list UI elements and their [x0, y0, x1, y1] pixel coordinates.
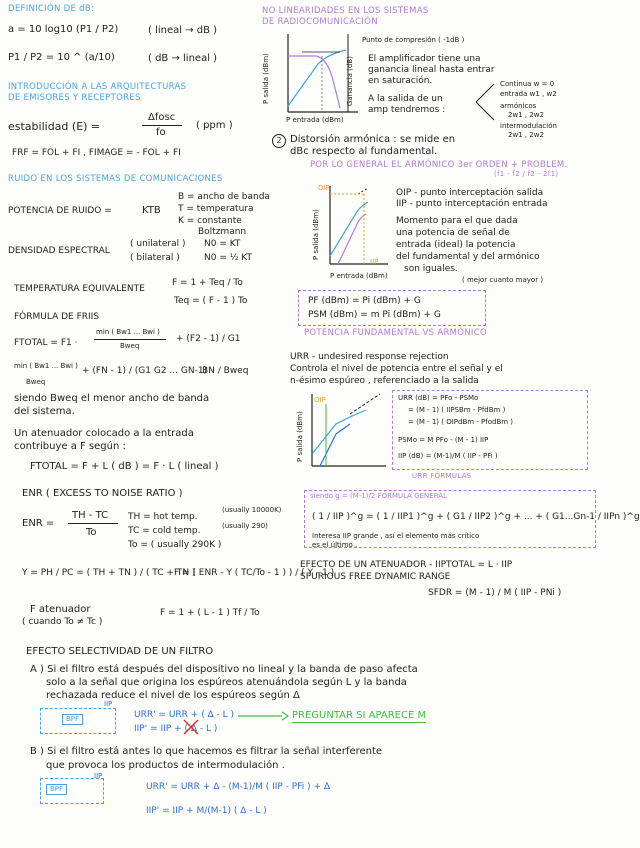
urr-line-3: n-ésimo espúreo , referenciado a la salida: [290, 376, 479, 386]
unilateral-eq: N0 = KT: [204, 239, 241, 249]
db-formula-1-note: ( lineal → dB ): [148, 25, 218, 36]
atenuador-eq: FTOTAL = F + L ( dB ) = F · L ( lineal ): [30, 461, 219, 472]
friis-term-2: + (F2 - 1) / G1: [176, 334, 241, 344]
friis-row2-b: + (FN - 1) / (G1 G2 ... GN-1) ·: [82, 366, 213, 376]
dist-number: 2: [272, 134, 286, 148]
fraction-line: [142, 125, 182, 126]
enr-to: To = ( usually 290K ): [128, 540, 222, 550]
filtro-title: EFECTO SELECTIVIDAD DE UN FILTRO: [26, 646, 214, 657]
iip-label-b: IIP: [94, 772, 103, 780]
siendo-1: siendo Bweq el menor ancho de banda: [14, 393, 210, 404]
estabilidad-unit: ( ppm ): [196, 120, 233, 131]
chart2-note-5: entrada (ideal) la potencia: [396, 240, 516, 250]
db-formula-2-note: ( dB → lineal ): [148, 53, 218, 64]
armonicos-list-2: armónicos: [500, 102, 537, 110]
unilateral: ( unilateral ): [130, 239, 186, 249]
bpf-block-b: BPF: [46, 784, 67, 795]
f-atenuador-2: ( cuando To ≠ Tc ): [22, 617, 103, 627]
general-note: POR LO GENERAL EL ARMÓNICO 3er ORDEN + PROBLEM.: [310, 160, 568, 170]
formula-friis: FÓRMULA DE FRIIS: [14, 312, 100, 322]
filtro-a-3: rechazada reduce el nivel de los espúreos según Δ: [46, 690, 300, 701]
fraction-line: [68, 523, 118, 524]
section-no-lineal-2: DE RADIOCOMUNICACIÓN: [262, 17, 378, 27]
urr-box-1: URR (dB) = PFo - PSMo: [398, 394, 479, 402]
chart2-note-4: una potencia de señal de: [396, 228, 510, 238]
urr-formulas: URR FÓRMULAS: [412, 472, 472, 480]
enr-f: F = ( ENR - Y ( TC/To - 1 ) ) / ( Y - 1 ): [174, 568, 335, 578]
friis-num: min ( Bw1 ... Bwi ): [96, 328, 160, 336]
siendo-2: del sistema.: [14, 406, 75, 417]
chart2-note-8: ( mejor cuanto mayor ): [462, 276, 544, 284]
bracket-arrows: [476, 82, 496, 122]
ruido-t: T = temperatura: [178, 204, 254, 214]
bpf-block-a: BPF: [62, 714, 83, 725]
chart2-note-2: IIP - punto interceptación entrada: [396, 199, 548, 209]
punto-compresion: Punto de compresión ( -1dB ): [362, 36, 465, 44]
section-ruido: RUIDO EN LOS SISTEMAS DE COMUNICACIONES: [8, 174, 223, 184]
enr-eq: ENR =: [22, 518, 55, 529]
bilateral: ( bilateral ): [130, 253, 180, 263]
general-eq: ( 1 / IIP )^g = ( 1 / IIP1 )^g + ( G1 / IIP2 )^g + ... + ( G1...Gn-1 / IIPn )^g: [312, 512, 640, 522]
urr-box-2: = (M - 1) ( IIPSBm - PfdBm ): [408, 406, 506, 414]
enr-eq-num: TH - TC: [72, 510, 109, 521]
teq-formula: F = 1 + Teq / To: [172, 278, 243, 288]
chart2-xlabel: P entrada (dBm): [330, 272, 388, 280]
nolin-text-3: en saturación.: [368, 76, 433, 86]
chart2-note-3: Momento para el que dada: [396, 216, 518, 226]
sfdr-eq: SFDR = (M - 1) / M ( IIP - PNi ): [428, 588, 562, 598]
friis-den-2: Bweq: [26, 378, 46, 386]
teq-formula-2: Teq = ( F - 1 ) To: [174, 296, 248, 306]
urr-box-4: PSMo = M PFo - (M - 1) IIP: [398, 436, 489, 444]
urr-chart: [306, 394, 386, 474]
chart2-note-6: del fundamental y del armónico: [396, 252, 540, 262]
enr-th: TH = hot temp.: [128, 512, 198, 522]
urr-line-1: URR - undesired response rejection: [290, 352, 449, 362]
enr-th-note: (usually 10000K): [222, 506, 282, 514]
nolin-text-4: A la salida de un: [368, 94, 443, 104]
armonicos-list-1: entrada w1 , w2: [500, 90, 557, 98]
pf-formula: PF (dBm) = Pi (dBm) + G: [308, 296, 421, 306]
chart2-ylabel: P salida (dBm): [312, 209, 320, 260]
section-potencia-fund: POTENCIA FUNDAMENTAL VS ARMÓNICO: [304, 328, 487, 338]
efecto-atenuador: EFECTO DE UN ATENUADOR - IIPTOTAL = L · IIP: [300, 560, 513, 570]
sfdr-title: SPURIOUS FREE DYNAMIC RANGE: [300, 572, 451, 582]
filtro-eq-b-1: URR' = URR + Δ - (M-1)/M ( IIP - PFi ) + Δ: [146, 782, 331, 792]
general-note-2: es el último .: [312, 541, 358, 549]
estabilidad-num: Δfosc: [148, 112, 176, 123]
iip-label-a: IIP: [104, 700, 113, 708]
armonicos-list-3: 2w1 , 2w2: [508, 111, 544, 119]
chart2-note-1: OIP - punto interceptación salida: [396, 188, 544, 198]
armonicos-list-4: intermodulación: [500, 122, 557, 130]
preguntar-note: PREGUNTAR SI APARECE M: [292, 710, 427, 721]
intercept-chart: [324, 186, 388, 272]
friis-den: Bweq: [120, 342, 140, 350]
nolin-text-1: El amplificador tiene una: [368, 54, 481, 64]
section-no-lineal: NO LINEARIDADES EN LOS SISTEMAS: [262, 6, 429, 16]
estabilidad-label: estabilidad (E) =: [8, 120, 101, 133]
chart2-iip: IIP: [370, 258, 379, 266]
general-hdr: siendo g = (M-1)/2 FÓRMULA GENERAL: [310, 492, 447, 500]
armonicos-list-5: 2w1 , 2w2: [508, 131, 544, 139]
atenuador-2: contribuye a F según :: [14, 441, 126, 452]
db-formula-1: a = 10 log10 (P1 / P2): [8, 24, 119, 35]
section-def-db: DEFINICIÓN DE dB:: [8, 4, 95, 14]
filtro-b-1: B ) Si el filtro está antes lo que hacemos es filtrar la señal interferente: [30, 746, 383, 757]
nolin-text-5: amp tendremos :: [368, 105, 446, 115]
db-formula-2: P1 / P2 = 10 ^ (a/10): [8, 52, 115, 63]
chart1-ylabel-2: Ganancia (dB): [346, 56, 354, 106]
dist-text-1: Distorsión armónica : se mide en: [290, 134, 456, 145]
urr-box-5: IIP (dB) = (M-1)/M ( IIP - PFi ): [398, 452, 498, 460]
filtro-b-2: que provoca los productos de intermodulación .: [46, 760, 285, 771]
enr-eq-den: To: [86, 527, 97, 538]
ruido-b: B = ancho de banda: [178, 192, 270, 202]
nolin-text-2: ganancia lineal hasta entrar: [368, 65, 495, 75]
chart1-ylabel: P salida (dBm): [262, 53, 270, 104]
urr-line-2: Controla el nivel de potencia entre el señal y el: [290, 364, 503, 374]
fraction-line: [94, 339, 166, 340]
filtro-eq-b-2: IIP' = IIP + M/(M-1) ( Δ - L ): [146, 806, 267, 816]
dist-text-2: dBc respecto al fundamental.: [290, 146, 438, 157]
enr-tc-note: (usually 290): [222, 522, 268, 530]
filtro-eq-a-2: IIP' = IIP + ( Δ - L ): [134, 724, 218, 734]
f-atenuador-eq: F = 1 + ( L - 1 ) Tf / To: [160, 608, 260, 618]
enr-title: ENR ( EXCESS TO NOISE RATIO ): [22, 488, 183, 499]
urr-chart-oip: OIP: [314, 396, 326, 404]
armonicos-list-0: Continua w = 0: [500, 80, 555, 88]
general-note-1: Interesa IIP grande , así el elemento más crítico: [312, 532, 480, 540]
chart1-xlabel: P entrada (dBm): [286, 116, 344, 124]
ftotal-label: FTOTAL = F1 ·: [14, 338, 78, 348]
urr-chart-ylabel: P salida (dBm): [296, 411, 304, 462]
filtro-a-2: solo a la señal que origina los espúreos atenuándola según L y la banda: [46, 677, 407, 688]
cross-mark: [178, 718, 218, 738]
estabilidad-den: fo: [156, 127, 166, 138]
ruido-k: K = constante: [178, 216, 242, 226]
enr-y: Y = PH / PC = ( TH + TN ) / ( TC + TN ): [22, 568, 196, 578]
chart2-oip: OIP: [318, 184, 330, 192]
pm-formula: PSM (dBm) = m Pi (dBm) + G: [308, 310, 441, 320]
f-atenuador: F atenuador: [30, 604, 91, 615]
friis-row2-c: BN / Bweq: [202, 366, 249, 376]
section-intro-arq: INTRODUCCIÓN A LAS ARQUITECTURAS: [8, 82, 187, 92]
urr-box-3: = (M - 1) ( OIPdBm - PfodBm ): [408, 418, 514, 426]
temp-equivalente: TEMPERATURA EQUIVALENTE: [14, 284, 145, 294]
densidad-espectral: DENSIDAD ESPECTRAL: [8, 246, 110, 256]
general-note-2: (f1 - f2 / f2 - 2f1): [494, 170, 559, 178]
potencia-ruido: POTENCIA DE RUIDO =: [8, 206, 112, 216]
chart2-note-7: son iguales.: [404, 264, 458, 274]
enr-tc: TC = cold temp.: [128, 526, 201, 536]
ruido-k2: Boltzmann: [198, 227, 247, 237]
potencia-ruido-ktb: KTB: [142, 205, 161, 216]
arrow-to-note: [238, 711, 288, 721]
section-intro-arq-2: DE EMISORES Y RECEPTORES: [8, 93, 141, 103]
atenuador-1: Un atenuador colocado a la entrada: [14, 428, 194, 439]
filtro-eq-a-1: URR' = URR + ( Δ - L ): [134, 710, 235, 720]
filtro-a-1: A ) Si el filtro está después del dispositivo no lineal y la banda de paso afecta: [30, 664, 418, 675]
bilateral-eq: N0 = ½ KT: [204, 253, 253, 263]
frf-formula: FRF = FOL + FI , FIMAGE = - FOL + FI: [12, 148, 181, 158]
friis-row2-a: min ( Bw1 ... Bwi ): [14, 362, 78, 370]
